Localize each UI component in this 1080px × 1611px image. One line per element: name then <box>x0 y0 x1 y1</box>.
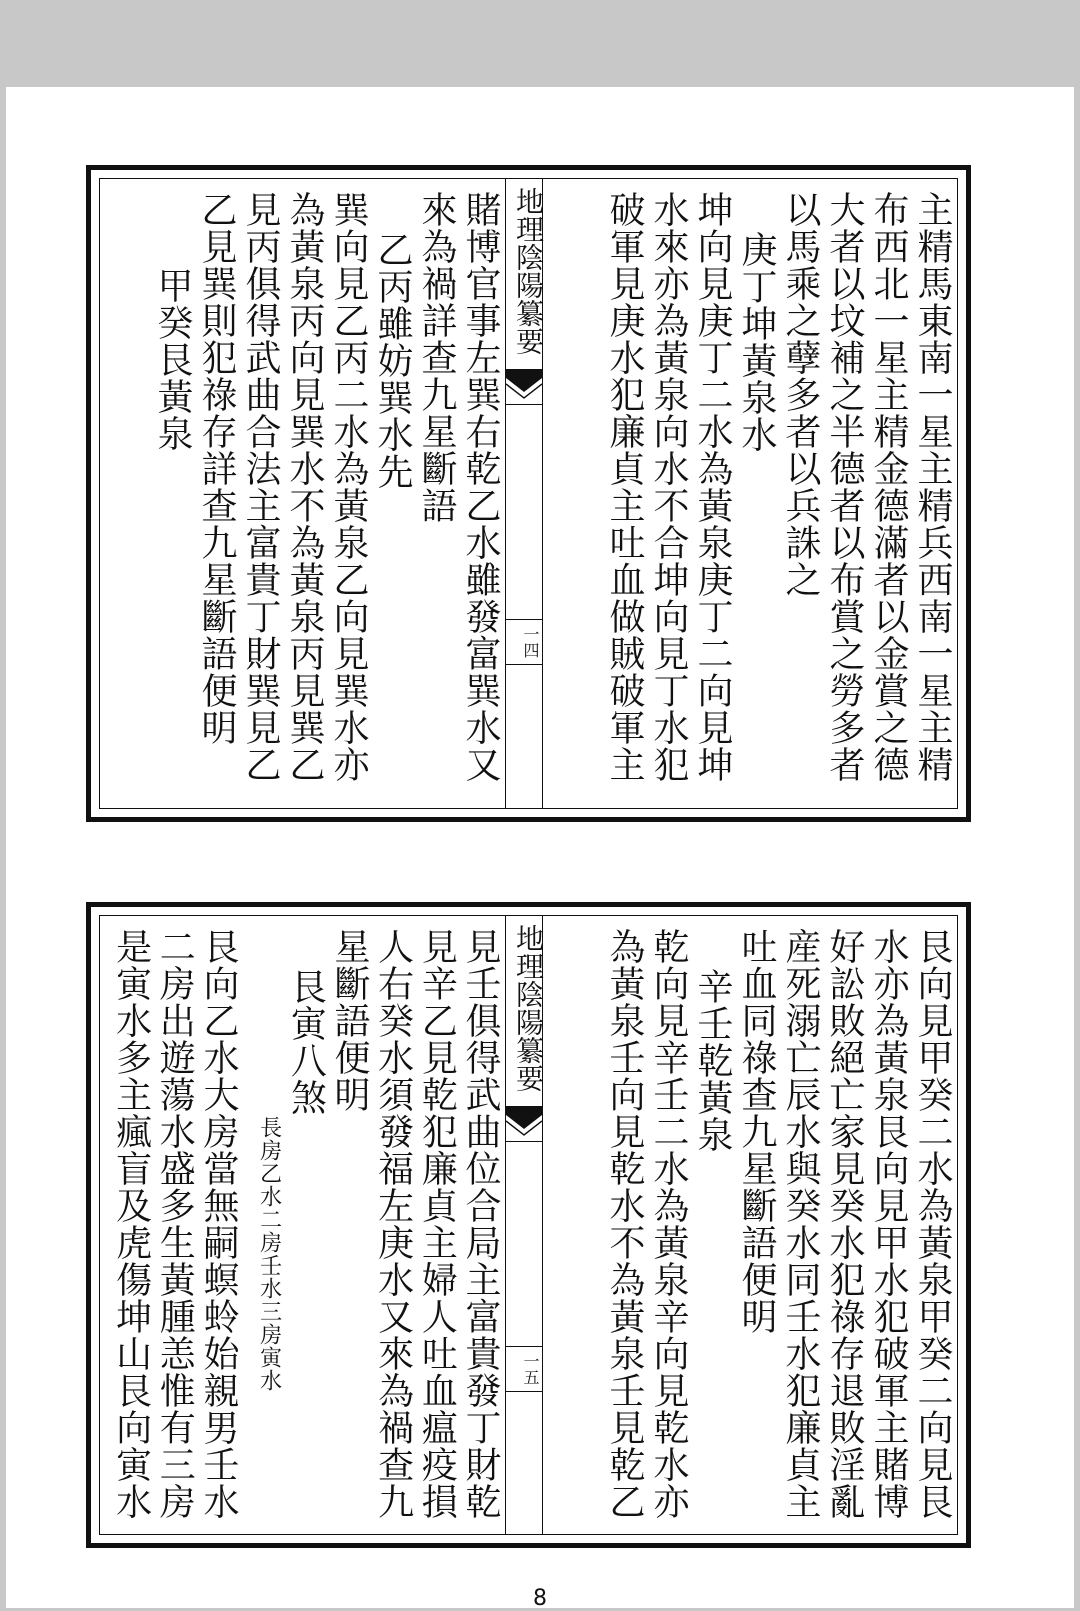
lower-leaf <box>86 902 971 1548</box>
text-column: 艮向見甲癸二水為黃泉甲癸二向見艮 <box>912 928 953 1520</box>
fish-tail-ornament <box>506 369 542 405</box>
fish-tail-ornament <box>506 1106 542 1142</box>
text-column: 巽向見乙丙二水為黃泉乙向見巽水亦 <box>328 191 369 783</box>
text-column: 見丙俱得武曲合法主富貴丁財巽見乙 <box>240 191 281 783</box>
text-column: 主精馬東南一星主精兵西南一星主精 <box>912 191 953 783</box>
text-column: 水亦為黃泉艮向見甲水犯破軍主賭博 <box>868 928 909 1520</box>
text-column: 大者以坟補之半德者以布賞之勞多者 <box>824 191 865 783</box>
lower-left-text-block <box>100 916 505 1534</box>
text-column: 好訟敗絕亡家見癸水犯祿存退敗淫亂 <box>824 928 865 1520</box>
text-column: 來為禍詳查九星斷語 <box>416 191 457 524</box>
section-heading: 庚丁坤黃泉水 <box>736 231 777 453</box>
text-column: 是寅水多主瘋盲及虎傷坤山艮向寅水 <box>110 928 152 1520</box>
text-column: 為黃泉丙向見巽水不為黃泉丙見巽乙 <box>284 191 325 783</box>
upper-leaf-frame <box>99 178 958 809</box>
section-heading: 辛壬乾黃泉 <box>692 968 733 1153</box>
spine-title: 地理陰陽纂要 <box>512 187 545 355</box>
text-column: 賭博官事左巽右乾乙水雖發富巽水又 <box>460 191 501 783</box>
annotation-column: 長房乙水二房壬水三房寅水 <box>256 1116 282 1392</box>
text-column: 以馬乘之孽多者以兵誅之 <box>780 191 821 598</box>
text-column: 星斷語便明 <box>328 928 370 1113</box>
spine-title: 地理陰陽纂要 <box>512 924 545 1092</box>
text-column: 二房出遊蕩水盛多生黃腫恙惟有三房 <box>154 928 196 1520</box>
text-column: 乙見巽則犯祿存詳查九星斷語便明 <box>196 191 237 746</box>
text-column: 見壬俱得武曲位合局主富貴發丁財乾 <box>460 928 501 1520</box>
text-column: 水來亦為黃泉向水不合坤向見丁水犯 <box>648 191 689 783</box>
text-column: 産死溺亡辰水與癸水同壬水犯廉貞主 <box>780 928 821 1520</box>
text-column: 見辛乙見乾犯廉貞主婦人吐血瘟疫損 <box>416 928 458 1520</box>
text-column: 為黃泉壬向見乾水不為黃泉壬見乾乙 <box>604 928 645 1520</box>
text-column: 艮向乙水大房當無嗣螟蛉始親男壬水 <box>197 928 239 1520</box>
upper-right-text-block <box>552 179 957 808</box>
spine-page-number: 一五 <box>506 1346 542 1392</box>
text-column: 坤向見庚丁二水為黃泉庚丁二向見坤 <box>692 191 733 783</box>
section-heading: 乙丙雖妨巽水先 <box>372 231 413 490</box>
page-number: 8 <box>533 1586 547 1611</box>
text-column: 布西北一星主精金德滿者以金賞之德 <box>868 191 909 783</box>
book-page-scan <box>6 87 1074 1608</box>
upper-spine <box>505 179 543 808</box>
lower-right-text-block <box>552 916 957 1534</box>
upper-leaf <box>86 165 971 822</box>
text-column: 乾向見辛壬二水為黃泉辛向見乾水亦 <box>648 928 689 1520</box>
lower-leaf-frame <box>99 915 958 1535</box>
lower-spine <box>505 916 543 1534</box>
spine-page-number: 一四 <box>506 619 542 665</box>
text-column: 人右癸水須發福左庚水又來為禍查九 <box>372 928 414 1520</box>
section-heading: 甲癸艮黃泉 <box>152 267 193 452</box>
section-heading: 艮寅八煞 <box>285 968 327 1116</box>
text-column: 吐血同祿查九星斷語便明 <box>736 928 777 1335</box>
upper-left-text-block <box>100 179 505 808</box>
text-column: 破軍見庚水犯廉貞主吐血做賊破軍主 <box>604 191 645 783</box>
